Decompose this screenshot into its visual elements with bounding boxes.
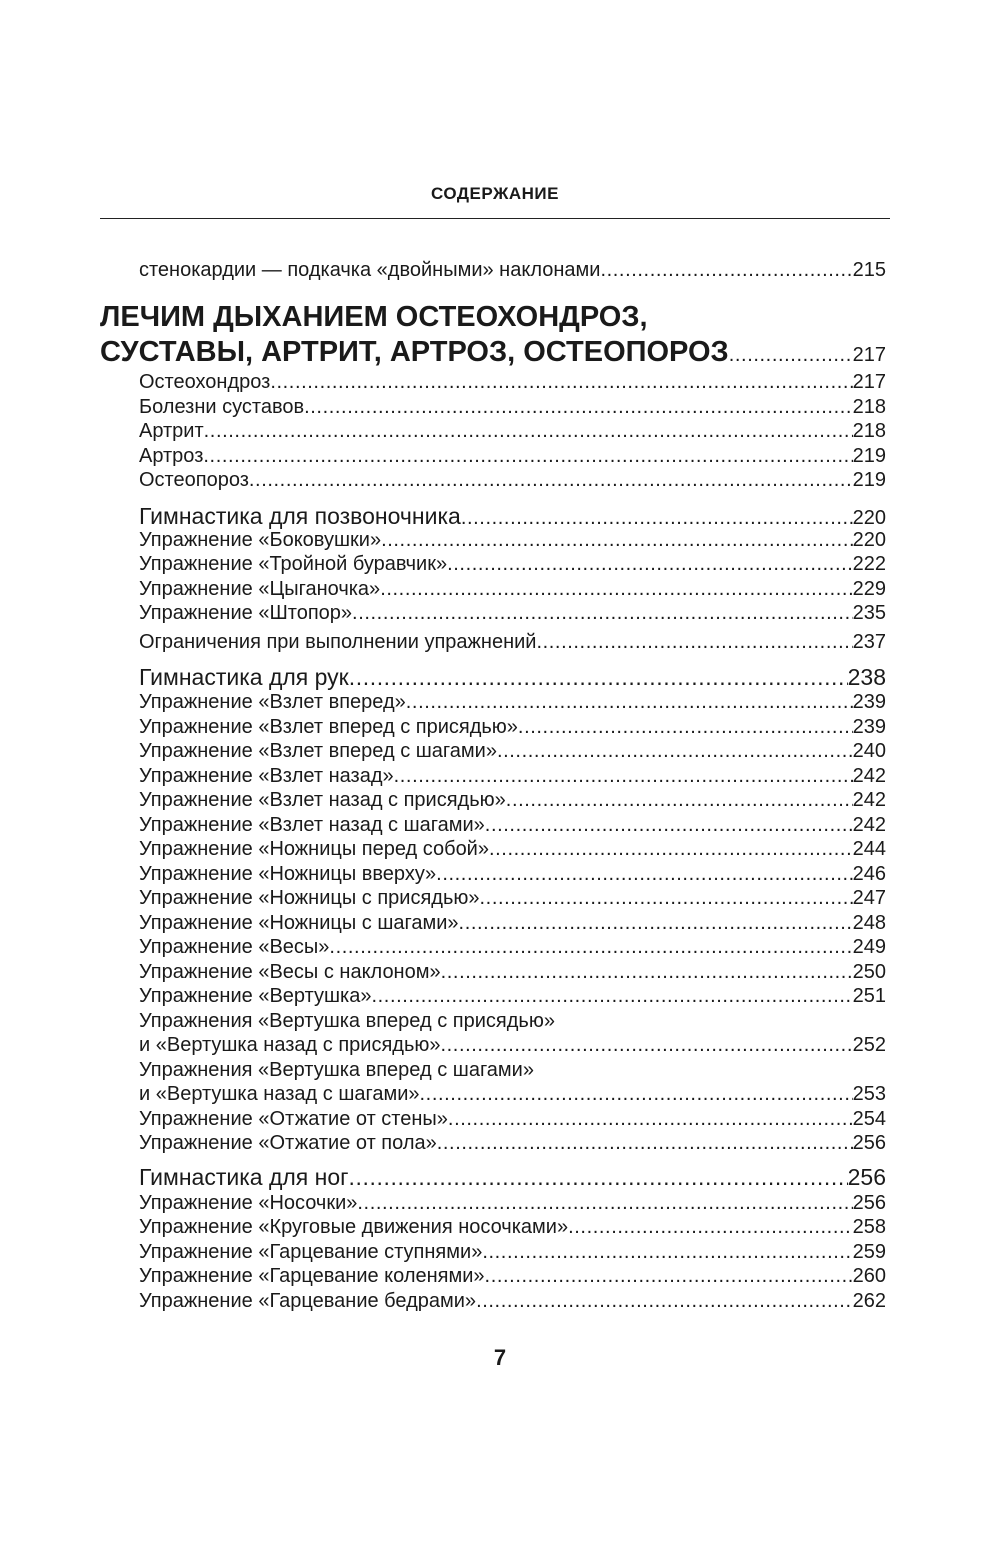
toc-entry[interactable] [139, 936, 886, 960]
toc-entry-page: 218 [852, 396, 886, 418]
toc-entry-label: Упражнение «Вертушка» [139, 985, 372, 1007]
toc-entry[interactable] [139, 1192, 886, 1216]
toc-entry[interactable] [139, 529, 886, 553]
toc-entry-label: и «Вертушка назад с присядью» [139, 1034, 441, 1056]
section-page: 220 [852, 507, 886, 529]
dot-leader [461, 507, 853, 530]
header-rule [100, 218, 890, 219]
dot-leader [497, 740, 853, 763]
toc-entry-page: 222 [852, 553, 886, 575]
dot-leader [304, 396, 853, 419]
toc-entry[interactable] [139, 691, 886, 715]
toc-entry-label: Остеопороз [139, 469, 249, 491]
toc-entry[interactable] [139, 838, 886, 862]
dot-leader [420, 1083, 853, 1106]
toc-entry-label: Упражнение «Цыганочка» [139, 578, 381, 600]
dot-leader [729, 344, 853, 367]
toc-entry-label: Упражнение «Ножницы перед собой» [139, 838, 489, 860]
toc-entry[interactable] [139, 602, 886, 626]
toc-entry-page: 250 [852, 961, 886, 983]
dot-leader [329, 936, 852, 959]
toc-entry-label: Упражнение «Взлет вперед с шагами» [139, 740, 497, 762]
chapter-entry[interactable] [100, 336, 886, 370]
toc-entry-page: 246 [852, 863, 886, 885]
toc-entry[interactable] [139, 961, 886, 985]
toc-entry[interactable] [139, 259, 886, 283]
toc-entry[interactable] [139, 578, 886, 602]
toc-entry-page: 229 [852, 578, 886, 600]
section-title: Гимнастика для рук [139, 664, 349, 690]
section-title: Гимнастика для позвоночника [139, 503, 461, 529]
toc-entry[interactable] [139, 553, 886, 577]
toc-entry-page: 219 [852, 469, 886, 491]
toc-entry-label: Упражнение «Тройной буравчик» [139, 553, 448, 575]
dot-leader [489, 838, 853, 861]
toc-entry-page: 262 [852, 1290, 886, 1312]
toc-entry-page: 239 [852, 691, 886, 713]
toc-entry-page: 260 [852, 1265, 886, 1287]
dot-leader [270, 371, 852, 394]
dot-leader [480, 887, 853, 910]
toc-entry[interactable] [139, 887, 886, 911]
toc-entry[interactable] [139, 814, 886, 838]
toc-entry[interactable] [139, 716, 886, 740]
toc-entry-label: Упражнение «Круговые движения носочками» [139, 1216, 569, 1238]
toc-entry-page: 251 [852, 985, 886, 1007]
toc-entry[interactable] [139, 1216, 886, 1240]
toc-entry-label: Упражнение «Взлет назад с присядью» [139, 789, 506, 811]
toc-entry-page: 253 [852, 1083, 886, 1105]
toc-entry-label: Упражнение «Гарцевание бедрами» [139, 1290, 477, 1312]
toc-entry-label: Упражнение «Ножницы с присядью» [139, 887, 480, 909]
chapter-title-line1[interactable]: ЛЕЧИМ ДЫХАНИЕМ ОСТЕОХОНДРОЗ, [100, 301, 648, 333]
toc-entry[interactable] [139, 912, 886, 936]
toc-entry[interactable] [139, 631, 886, 655]
dot-leader [600, 259, 852, 282]
dot-leader [204, 420, 853, 443]
toc-entry[interactable] [139, 985, 886, 1009]
toc-entry-label: Упражнение «Гарцевание ступнями» [139, 1241, 483, 1263]
toc-entry-label: Упражнение «Взлет вперед» [139, 691, 406, 713]
dot-leader [352, 602, 853, 625]
toc-entry-page: 247 [852, 887, 886, 909]
toc-entry-page: 219 [852, 445, 886, 467]
dot-leader [437, 1132, 853, 1155]
toc-entry-page: 242 [852, 789, 886, 811]
toc-entry[interactable] [139, 1034, 886, 1058]
dot-leader [349, 664, 848, 691]
toc-entry[interactable] [139, 863, 886, 887]
chapter-page: 217 [852, 344, 886, 366]
section-page: 256 [847, 1164, 886, 1190]
dot-leader [482, 1241, 852, 1264]
toc-entry-label: Упражнение «Штопор» [139, 602, 353, 624]
toc-entry-label: Упражнение «Отжатие от стены» [139, 1108, 448, 1130]
toc-entry[interactable] [139, 445, 886, 469]
toc-entry-label: Упражнение «Ножницы вверху» [139, 863, 437, 885]
section-entry[interactable] [139, 503, 886, 531]
section-entry[interactable] [139, 664, 886, 692]
toc-entry[interactable] [139, 1241, 886, 1265]
dot-leader [371, 985, 852, 1008]
dot-leader [440, 1034, 852, 1057]
dot-leader [441, 961, 853, 984]
toc-entry-page: 256 [852, 1192, 886, 1214]
toc-entry[interactable] [139, 396, 886, 420]
toc-entry-page: 258 [852, 1216, 886, 1238]
toc-entry-label-line1[interactable]: Упражнения «Вертушка вперед с шагами» [139, 1059, 534, 1081]
toc-entry[interactable] [139, 1108, 886, 1132]
dot-leader [476, 1290, 853, 1313]
toc-entry-page: 235 [852, 602, 886, 624]
toc-entry[interactable] [139, 1265, 886, 1289]
dot-leader [459, 912, 853, 935]
toc-entry-page: 239 [852, 716, 886, 738]
toc-entry-label: Упражнение «Взлет вперед с присядью» [139, 716, 518, 738]
toc-entry-label: Артроз [139, 445, 204, 467]
toc-entry[interactable] [139, 789, 886, 813]
dot-leader [357, 1192, 852, 1215]
toc-entry-label-line1[interactable]: Упражнения «Вертушка вперед с присядью» [139, 1010, 555, 1032]
toc-entry-label: стенокардии — подкачка «двойными» наклонами [139, 259, 601, 281]
toc-entry-label: Упражнение «Взлет назад» [139, 765, 394, 787]
toc-entry[interactable] [139, 1132, 886, 1156]
toc-entry-label: Упражнение «Гарцевание коленями» [139, 1265, 485, 1287]
toc-entry-label: Ограничения при выполнении упражнений [139, 631, 537, 653]
toc-entry-label: Болезни суставов [139, 396, 305, 418]
toc-entry-label: Упражнение «Носочки» [139, 1192, 358, 1214]
toc-entry-label: Упражнение «Ножницы с шагами» [139, 912, 459, 934]
toc-entry-page: 254 [852, 1108, 886, 1130]
dot-leader [485, 814, 853, 837]
toc-entry-page: 215 [852, 259, 886, 281]
toc-entry[interactable] [139, 371, 886, 395]
dot-leader [485, 1265, 853, 1288]
dot-leader [380, 578, 852, 601]
toc-entry-page: 237 [852, 631, 886, 653]
page-number: 7 [493, 1345, 507, 1370]
toc-entry-label: Артрит [139, 420, 204, 442]
section-title: Гимнастика для ног [139, 1164, 349, 1190]
dot-leader [249, 469, 853, 492]
toc-entry[interactable] [139, 740, 886, 764]
toc-entry-page: 249 [852, 936, 886, 958]
dot-leader [518, 716, 853, 739]
dot-leader [448, 1108, 853, 1131]
section-page: 238 [847, 664, 886, 690]
toc-entry-page: 242 [852, 814, 886, 836]
toc-entry-page: 244 [852, 838, 886, 860]
toc-entry-page: 220 [852, 529, 886, 551]
dot-leader [203, 445, 852, 468]
toc-entry-page: 259 [852, 1241, 886, 1263]
toc-entry-label: Упражнение «Весы» [139, 936, 330, 958]
toc-entry-page: 240 [852, 740, 886, 762]
toc-entry-page: 256 [852, 1132, 886, 1154]
toc-entry-page: 217 [852, 371, 886, 393]
toc-entry-label: Упражнение «Весы с наклоном» [139, 961, 441, 983]
toc-entry-page: 242 [852, 765, 886, 787]
dot-leader [506, 789, 853, 812]
toc-entry[interactable] [139, 1083, 886, 1107]
dot-leader [394, 765, 853, 788]
toc-entry[interactable] [139, 765, 886, 789]
dot-leader [381, 529, 853, 552]
toc-entry[interactable] [139, 420, 886, 444]
dot-leader [349, 1164, 848, 1191]
toc-entry-label: Упражнение «Взлет назад с шагами» [139, 814, 485, 836]
toc-entry-page: 218 [852, 420, 886, 442]
toc-entry-page: 248 [852, 912, 886, 934]
running-header: СОДЕРЖАНИЕ [431, 184, 559, 203]
dot-leader [536, 631, 852, 654]
toc-entry-label: Упражнение «Боковушки» [139, 529, 382, 551]
toc-entry[interactable] [139, 469, 886, 493]
section-entry[interactable] [139, 1164, 886, 1192]
toc-entry-page: 252 [852, 1034, 886, 1056]
dot-leader [436, 863, 852, 886]
dot-leader [447, 553, 853, 576]
toc-entry[interactable] [139, 1290, 886, 1314]
chapter-title-line2: СУСТАВЫ, АРТРИТ, АРТРОЗ, ОСТЕОПОРОЗ [100, 336, 729, 368]
toc-entry-label: Упражнение «Отжатие от пола» [139, 1132, 437, 1154]
dot-leader [406, 691, 853, 714]
toc-entry-label: и «Вертушка назад с шагами» [139, 1083, 420, 1105]
dot-leader [568, 1216, 853, 1239]
toc-entry-label: Остеохондроз [139, 371, 271, 393]
